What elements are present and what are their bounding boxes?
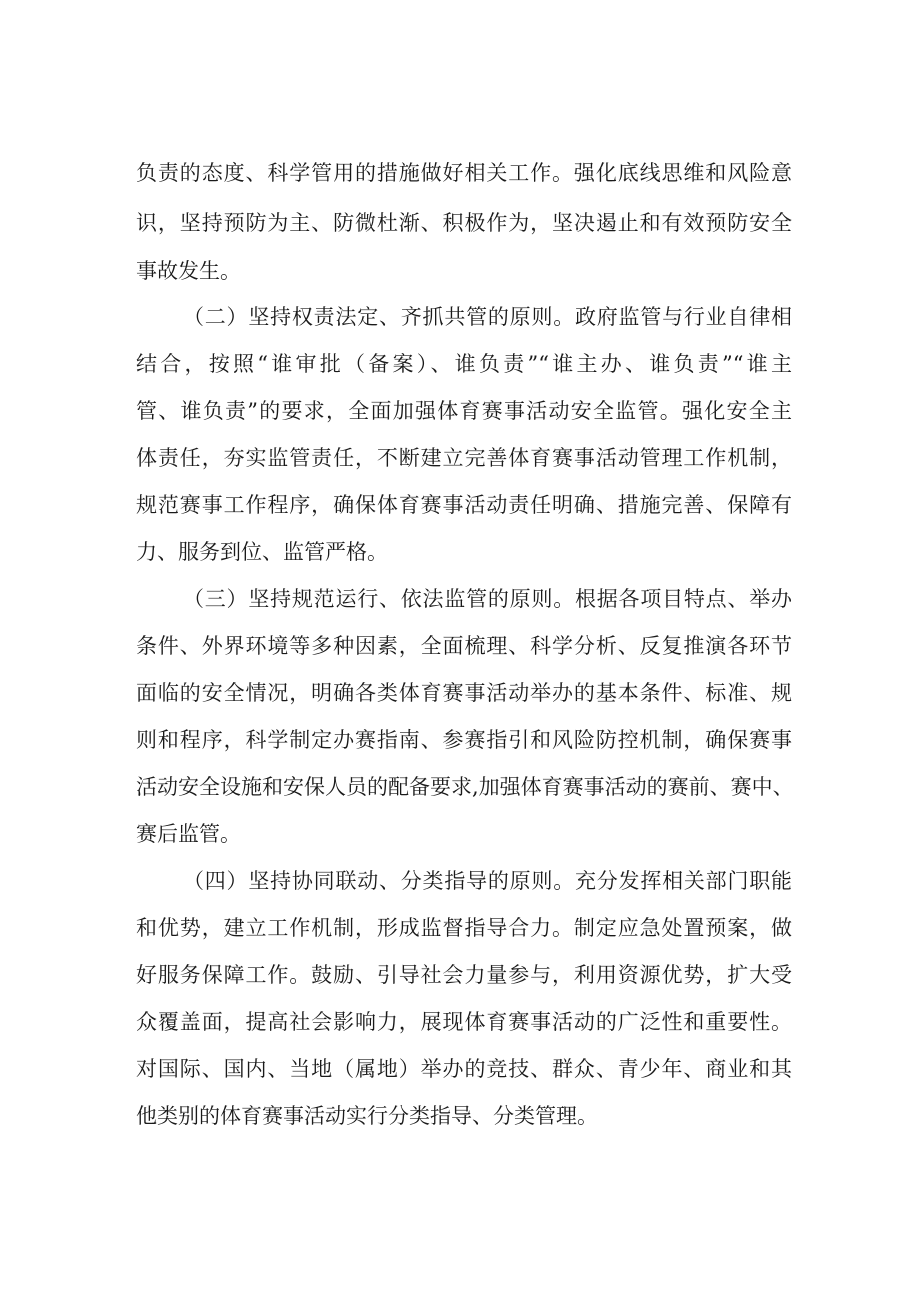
paragraph-line: 规范赛事工作程序，确保体育赛事活动责任明确、措施完善、保障有 <box>136 493 792 517</box>
paragraph-line: 识，坚持预防为主、防微杜渐、积极作为，坚决遏止和有效预防安全 <box>136 211 792 235</box>
paragraph-line: （二）坚持权责法定、齐抓共管的原则。政府监管与行业自律相 <box>183 305 792 329</box>
paragraph-line: 对国际、国内、当地（属地）举办的竞技、群众、青少年、商业和其 <box>136 1057 792 1081</box>
paragraph-line: 众覆盖面，提高社会影响力，展现体育赛事活动的广泛性和重要性。 <box>136 1010 792 1034</box>
paragraph-line: 和优势，建立工作机制，形成监督指导合力。制定应急处置预案，做 <box>136 916 792 940</box>
paragraph-line: 条件、外界环境等多种因素，全面梳理、科学分析、反复推演各环节 <box>136 634 792 658</box>
paragraph-line: 结合，按照“谁审批（备案）、谁负责”“谁主办、谁负责”“谁主 <box>136 352 792 376</box>
paragraph-line: （三）坚持规范运行、依法监管的原则。根据各项目特点、举办 <box>183 587 792 611</box>
paragraph-line: 则和程序，科学制定办赛指南、参赛指引和风险防控机制，确保赛事 <box>136 728 792 752</box>
paragraph-line: 负责的态度、科学管用的措施做好相关工作。强化底线思维和风险意 <box>136 161 792 185</box>
paragraph-line: 活动安全设施和安保人员的配备要求,加强体育赛事活动的赛前、赛中、 <box>136 775 794 799</box>
paragraph-line: 他类别的体育赛事活动实行分类指导、分类管理。 <box>136 1104 598 1128</box>
paragraph-line: 好服务保障工作。鼓励、引导社会力量参与，利用资源优势，扩大受 <box>136 963 792 987</box>
paragraph-line: 体责任，夯实监管责任，不断建立完善体育赛事活动管理工作机制， <box>136 446 792 470</box>
paragraph-line: 管、谁负责”的要求，全面加强体育赛事活动安全监管。强化安全主 <box>136 399 792 423</box>
paragraph-line: （四）坚持协同联动、分类指导的原则。充分发挥相关部门职能 <box>183 869 792 893</box>
paragraph-line: 力、服务到位、监管严格。 <box>136 540 388 564</box>
paragraph-line: 面临的安全情况，明确各类体育赛事活动举办的基本条件、标准、规 <box>136 681 792 705</box>
paragraph-line: 赛后监管。 <box>136 822 241 846</box>
paragraph-line: 事故发生。 <box>136 259 241 283</box>
